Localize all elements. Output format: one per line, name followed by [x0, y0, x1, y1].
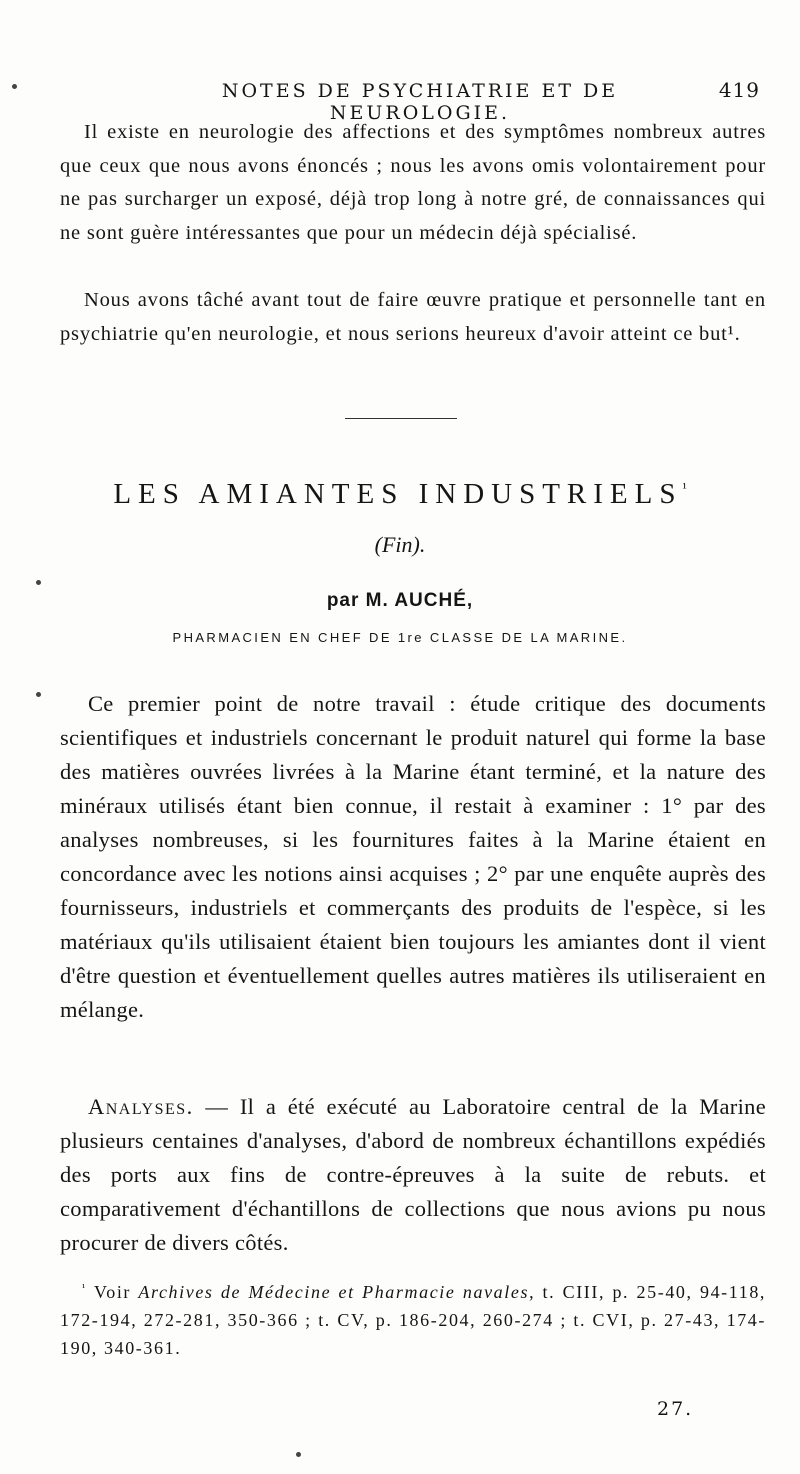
intro-paragraph-1: Il existe en neurologie des affections et des symptômes nombreux autres que ceux que nous avons énoncés ; nous les avons omis volontairement pour ne pas surcharger un exposé, déjà trop long à notre gré, de connaissances qui ne sont guère intéressantes que pour un médecin déjà spécialisé.	[60, 121, 766, 244]
footnote-journal: Archives de Médecine et Pharmacie navales	[138, 1282, 530, 1302]
section-heading-analyses: Analyses.	[88, 1094, 194, 1119]
article-paragraph-1: Ce premier point de notre travail : étude critique des documents scientifiques et industriels concernant le produit naturel qui forme la base des matières ouvrées livrées à la Marine étant terminé, et la nature des minéraux utilisés étant bien connue, il restait à examiner : 1° par des analyses nombreuses, si les fournitures faites à la Marine étaient en concordance avec les notions ainsi acquises ; 2° par une enquête auprès des fournisseurs, industriels et commerçants des produits de l'espèce, si les matériaux qu'ils utilisaient étaient bien toujours les amiantes dont il vient d'être question et éventuellement quelles autres matières ils utiliseraient en mélange.	[60, 691, 766, 1022]
section-dash: —	[193, 1094, 240, 1119]
author-byline: par M. AUCHÉ,	[326, 590, 474, 611]
article-paragraph-2	[60, 1090, 766, 1260]
footnote-references: , t. CIII, p. 25-40, 94-118, 172-194, 272-281, 350-366 ; t. CV, p. 186-204, 260-274 ; t. CVI, p. 27-43, 174-190, 340-361.	[60, 1282, 767, 1358]
footnote-lead: Voir	[86, 1282, 139, 1302]
intro-paragraph-2: Nous avons tâché avant tout de faire œuvre pratique et personnelle tant en psychiatrie qu'en neurologie, et nous serions heureux d'avoir atteint ce but¹.	[60, 289, 766, 345]
signature-mark: 27.	[657, 1398, 694, 1420]
author-affiliation: PHARMACIEN EN CHEF DE 1re CLASSE DE LA MARINE.	[172, 630, 628, 645]
page-number: 419	[718, 78, 760, 102]
section-divider	[345, 418, 457, 419]
title-footnote-marker: ¹	[682, 481, 687, 497]
page-header	[60, 74, 760, 124]
footnote	[60, 1274, 766, 1362]
ink-speck	[36, 692, 41, 697]
footnote-marker: ¹	[82, 1282, 87, 1294]
article-title-text: LES AMIANTES INDUSTRIELS	[113, 478, 683, 510]
ink-speck	[296, 1452, 301, 1457]
ink-speck	[12, 84, 17, 89]
paragraph-2-text: Il a été exécuté au Laboratoire central de la Marine plusieurs centaines d'analyses, d'abord de nombreux échantillons expédiés des ports aux fins de contre-épreuves à la suite de rebuts. et comparativement d'échantillons de collections que nous avions pu nous procurer de divers côtés.	[60, 1094, 766, 1255]
article-title	[0, 478, 800, 511]
ink-speck	[36, 580, 41, 585]
article-subtitle: (Fin).	[374, 532, 426, 557]
running-head: NOTES DE PSYCHIATRIE ET DE NEUROLOGIE.	[221, 80, 619, 124]
